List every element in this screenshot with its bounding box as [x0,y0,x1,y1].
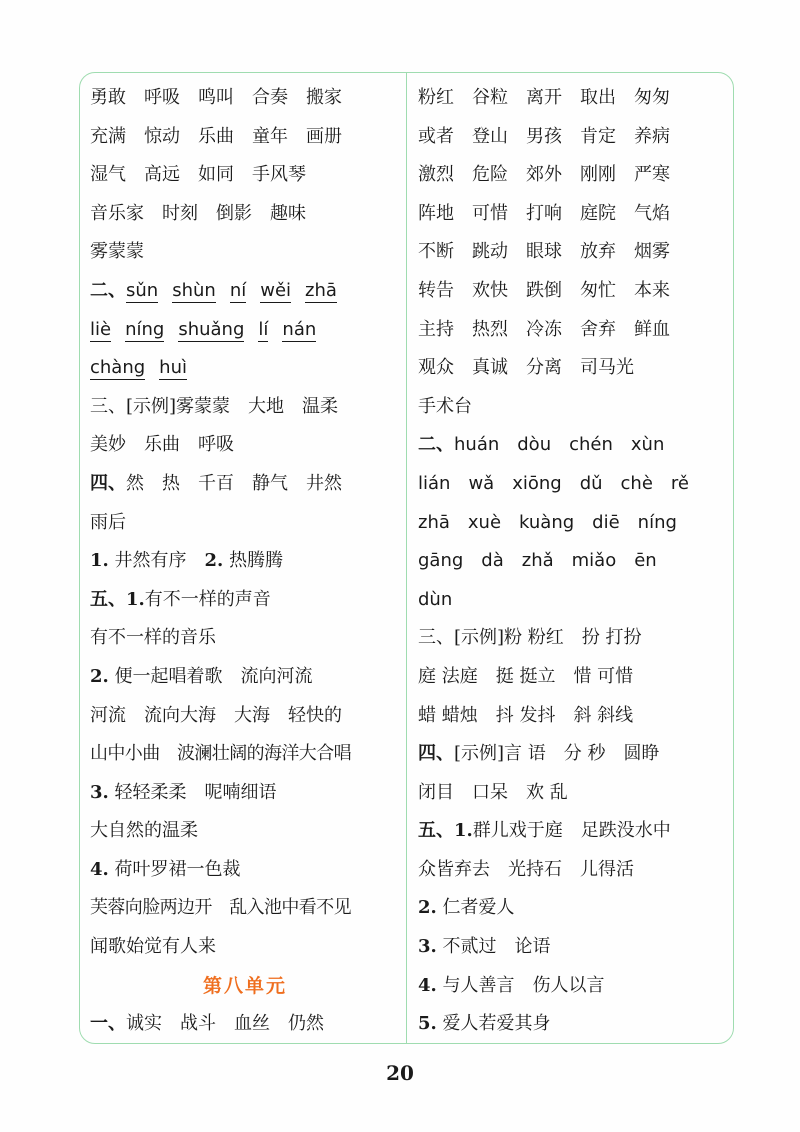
question-number: 3. [418,936,437,958]
section-label: 二、 [418,434,454,456]
question-number: 1. [90,550,109,572]
text-line: 湿气 高远 如同 手风琴 [90,164,306,186]
pinyin: huì [159,357,187,379]
text-line: 蜡 蜡烛 抖 发抖 斜 斜线 [418,704,634,726]
text-line [418,889,724,928]
text-line: 粉红 谷粒 离开 取出 匆匆 [418,87,670,108]
text-line: 美妙 乐曲 呼吸 [90,434,234,456]
text-line [90,581,400,620]
section-label: 四、 [418,743,454,765]
answer-text: [示例]言 语 分 秒 圆睁 [454,743,660,765]
answer-text: 荷叶罗裙一色裁 [114,858,241,880]
text-line [90,774,400,813]
text-line: 闻歌始觉有人来 [90,936,216,958]
text-line: 芙蓉向脸两边开 乱入池中看不见 [90,897,351,919]
pinyin: liè [90,318,112,340]
pinyin: nán [282,318,317,340]
text-line [418,1005,724,1044]
pinyin-row: zhā xuè kuàng diē níng [418,511,677,533]
text-line: 三、[示例]粉 粉红 扮 打扮 [418,627,642,649]
question-number: 2. [90,665,109,687]
text-line [90,465,400,504]
text-line: 雨后 [90,511,126,533]
pinyin: ní [229,279,247,301]
section-label: 五、1. [90,588,145,610]
column-divider [406,73,407,1043]
text-line [418,928,724,967]
pinyin: huán dòu chén xùn [454,434,665,456]
text-line [90,851,400,890]
section-label: 二、 [90,279,126,301]
question-number: 4. [90,858,109,880]
section-label: 一、 [90,1013,126,1035]
text-line: 激烈 危险 郊外 刚刚 严寒 [418,164,670,186]
text-line: 众皆弃去 光持石 儿得活 [418,858,634,880]
answer-text: 便一起唱着歌 流向河流 [114,665,313,687]
pinyin-row: dùn [418,588,453,610]
text-line: 雾蒙蒙 [90,241,144,263]
question-number: 4. [418,974,437,996]
pinyin: níng [125,318,165,340]
answer-text: 仁者爱人 [442,897,515,919]
pinyin-row: lián wǎ xiōng dǔ chè rě [418,472,689,494]
pinyin: chàng [90,357,146,379]
left-column [90,79,400,1044]
pinyin-row [418,426,724,465]
text-line [90,542,400,581]
answer-text: 井然有序 [114,550,187,572]
answer-text: 有不一样的声音 [144,588,271,610]
question-number: 2. [418,897,437,919]
text-line: 主持 热烈 冷冻 舍弃 鲜血 [418,318,670,340]
answer-text: 然 热 千百 静气 井然 [126,472,342,494]
right-column [418,79,724,1044]
pinyin: shuǎng [178,318,245,340]
answer-text: 轻轻柔柔 呢喃细语 [114,781,277,803]
text-line: 手术台 [418,395,472,417]
answer-text: 爱人若爱其身 [442,1013,551,1035]
pinyin: sǔn [126,279,159,301]
question-number: 5. [418,1013,437,1035]
pinyin: lí [258,318,269,340]
text-line: 观众 真诚 分离 司马光 [418,357,634,379]
text-line [418,812,724,851]
text-line: 三、[示例]雾蒙蒙 大地 温柔 [90,395,339,417]
text-line: 勇敢 呼吸 鸣叫 合奏 搬家 [90,87,342,108]
pinyin-row [90,349,400,388]
page-number: 20 [386,1061,414,1085]
pinyin: shùn [172,279,216,301]
text-line [90,1005,400,1044]
text-line: 大自然的温柔 [90,820,198,842]
text-line [418,967,724,1006]
question-number: 2. [204,550,224,572]
text-line: 庭 法庭 挺 挺立 惜 可惜 [418,665,634,687]
answer-text: 诚实 战斗 血丝 仍然 [126,1013,324,1035]
text-line [90,658,400,697]
pinyin-row [90,311,400,350]
text-line: 河流 流向大海 大海 轻快的 [90,704,342,726]
text-line: 充满 惊动 乐曲 童年 画册 [90,125,342,147]
question-number: 3. [90,781,109,803]
text-line: 有不一样的音乐 [90,627,216,649]
answer-text: 群儿戏于庭 足跌没水中 [472,820,671,842]
answer-text: 热腾腾 [229,550,284,572]
text-line: 音乐家 时刻 倒影 趣味 [90,202,306,224]
pinyin-row: gāng dà zhǎ miǎo ēn [418,550,657,572]
section-label: 四、 [90,472,126,494]
answer-text: 不贰过 论语 [442,936,551,958]
text-line: 转告 欢快 跌倒 匆忙 本来 [418,279,670,301]
pinyin: zhā [305,279,337,301]
text-line: 山中小曲 波澜壮阔的海洋大合唱 [90,743,351,765]
text-line: 闭目 口呆 欢 乱 [418,781,568,803]
text-line: 或者 登山 男孩 肯定 养病 [418,125,670,147]
pinyin: wěi [260,279,292,301]
text-line: 不断 跳动 眼球 放弃 烟雾 [418,241,670,263]
text-line: 阵地 可惜 打响 庭院 气焰 [418,202,670,224]
answer-text: 与人善言 伤人以言 [442,974,605,996]
unit-title: 第八单元 [202,974,287,997]
text-line [418,735,724,774]
pinyin-row [90,272,400,311]
section-label: 五、1. [418,820,473,842]
